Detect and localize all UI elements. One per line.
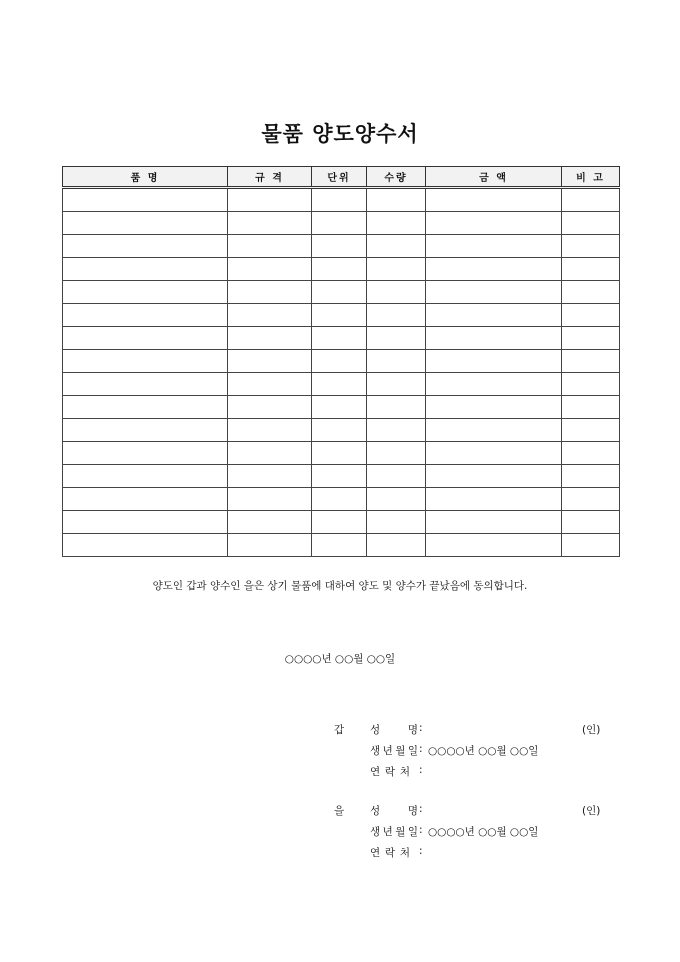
table-cell[interactable] — [228, 419, 312, 442]
table-cell[interactable] — [426, 235, 562, 258]
document-date: ○○○○년 ○○월 ○○일 — [284, 653, 396, 665]
table-cell[interactable] — [63, 188, 228, 212]
document-title: 물품 양도양수서 — [261, 122, 419, 146]
agreement-statement: 양도인 갑과 양수인 을은 상기 물품에 대하여 양도 및 양수가 끝났음에 동의합니다. — [152, 580, 528, 592]
table-cell[interactable] — [562, 488, 620, 511]
header-spec: 규 격 — [228, 167, 312, 188]
table-cell[interactable] — [312, 350, 367, 373]
table-cell[interactable] — [63, 511, 228, 534]
table-cell[interactable] — [312, 212, 367, 235]
table-cell[interactable] — [426, 488, 562, 511]
table-cell[interactable] — [426, 327, 562, 350]
table-cell[interactable] — [312, 488, 367, 511]
table-cell[interactable] — [312, 188, 367, 212]
table-cell[interactable] — [63, 235, 228, 258]
table-cell[interactable] — [312, 304, 367, 327]
table-cell[interactable] — [367, 442, 426, 465]
table-cell[interactable] — [228, 534, 312, 557]
table-row — [63, 281, 620, 304]
header-amount: 금 액 — [426, 167, 562, 188]
table-cell[interactable] — [367, 419, 426, 442]
table-cell[interactable] — [562, 235, 620, 258]
table-cell[interactable] — [367, 258, 426, 281]
table-header-row — [63, 167, 620, 188]
table-cell[interactable] — [63, 419, 228, 442]
table-cell[interactable] — [562, 304, 620, 327]
table-cell[interactable] — [63, 212, 228, 235]
table-row — [63, 419, 620, 442]
table-cell[interactable] — [312, 396, 367, 419]
party-gap-contact-row: 연 락 처 : — [370, 764, 423, 778]
table-cell[interactable] — [426, 465, 562, 488]
table-cell[interactable] — [228, 488, 312, 511]
goods-table — [62, 166, 620, 557]
table-cell[interactable] — [63, 281, 228, 304]
table-cell[interactable] — [312, 511, 367, 534]
table-cell[interactable] — [228, 304, 312, 327]
table-cell[interactable] — [562, 281, 620, 304]
birth-label: 생 년 월 일 — [370, 745, 418, 757]
table-row — [63, 534, 620, 557]
party-eul-name-row: 을 성 명 : (인) — [334, 803, 601, 817]
party-eul-contact-row: 연 락 처 : — [370, 845, 423, 859]
table-cell[interactable] — [63, 396, 228, 419]
table-cell[interactable] — [426, 304, 562, 327]
table-cell[interactable] — [367, 488, 426, 511]
contact-label: 연 락 처 — [370, 766, 410, 778]
table-cell[interactable] — [312, 373, 367, 396]
table-cell[interactable] — [228, 350, 312, 373]
table-cell[interactable] — [63, 534, 228, 557]
party-eul-birth-row: 생 년 월 일 : ○○○○년 ○○월 ○○일 — [370, 824, 539, 838]
table-cell[interactable] — [367, 327, 426, 350]
table-cell[interactable] — [562, 442, 620, 465]
table-cell[interactable] — [367, 465, 426, 488]
table-cell[interactable] — [562, 373, 620, 396]
table-cell[interactable] — [367, 373, 426, 396]
table-cell[interactable] — [63, 488, 228, 511]
table-cell[interactable] — [228, 373, 312, 396]
table-cell[interactable] — [312, 534, 367, 557]
table-cell[interactable] — [63, 350, 228, 373]
table-cell[interactable] — [562, 188, 620, 212]
table-cell[interactable] — [63, 304, 228, 327]
table-row — [63, 396, 620, 419]
table-cell[interactable] — [228, 258, 312, 281]
name-label: 성 명 — [370, 805, 418, 817]
table-cell[interactable] — [312, 235, 367, 258]
table-cell[interactable] — [312, 281, 367, 304]
table-row — [63, 350, 620, 373]
table-row — [63, 258, 620, 281]
header-remarks: 비 고 — [562, 167, 620, 188]
table-cell[interactable] — [562, 350, 620, 373]
party-gap-birth-row: 생 년 월 일 : ○○○○년 ○○월 ○○일 — [370, 743, 539, 757]
table-cell[interactable] — [228, 188, 312, 212]
table-cell[interactable] — [63, 465, 228, 488]
table-cell[interactable] — [562, 396, 620, 419]
table-cell[interactable] — [367, 350, 426, 373]
table-cell[interactable] — [228, 465, 312, 488]
table-cell[interactable] — [63, 373, 228, 396]
table-cell[interactable] — [228, 327, 312, 350]
seal-mark: (인) — [582, 805, 601, 817]
table-cell[interactable] — [312, 442, 367, 465]
table-row — [63, 188, 620, 212]
table-cell[interactable] — [228, 511, 312, 534]
table-cell[interactable] — [562, 212, 620, 235]
table-row — [63, 465, 620, 488]
birth-value: ○○○○년 ○○월 ○○일 — [428, 826, 539, 838]
table-cell[interactable] — [562, 511, 620, 534]
table-cell[interactable] — [63, 442, 228, 465]
table-cell[interactable] — [367, 511, 426, 534]
table-row — [63, 212, 620, 235]
header-quantity: 수량 — [367, 167, 426, 188]
table-cell[interactable] — [426, 258, 562, 281]
table-cell[interactable] — [312, 419, 367, 442]
table-cell[interactable] — [367, 304, 426, 327]
header-item-name: 품 명 — [63, 167, 228, 188]
table-cell[interactable] — [312, 465, 367, 488]
table-cell[interactable] — [367, 396, 426, 419]
header-unit: 단위 — [312, 167, 367, 188]
table-cell[interactable] — [426, 534, 562, 557]
table-cell[interactable] — [562, 327, 620, 350]
party-gap-name-row: 갑 성 명 : (인) — [334, 722, 601, 736]
table-cell[interactable] — [228, 212, 312, 235]
table-cell[interactable] — [426, 511, 562, 534]
table-cell[interactable] — [426, 212, 562, 235]
table-cell[interactable] — [228, 235, 312, 258]
table-cell[interactable] — [367, 188, 426, 212]
table-cell[interactable] — [426, 350, 562, 373]
table-row — [63, 488, 620, 511]
table-cell[interactable] — [228, 281, 312, 304]
table-cell[interactable] — [63, 258, 228, 281]
table-cell[interactable] — [228, 396, 312, 419]
table-cell[interactable] — [367, 281, 426, 304]
table-row — [63, 373, 620, 396]
table-cell[interactable] — [228, 442, 312, 465]
table-cell[interactable] — [562, 534, 620, 557]
table-cell[interactable] — [426, 396, 562, 419]
table-cell[interactable] — [562, 465, 620, 488]
table-cell[interactable] — [426, 281, 562, 304]
party-tag: 을 — [334, 805, 345, 817]
table-cell[interactable] — [312, 327, 367, 350]
birth-value: ○○○○년 ○○월 ○○일 — [428, 745, 539, 757]
table-row — [63, 235, 620, 258]
contact-label: 연 락 처 — [370, 847, 410, 859]
table-row — [63, 327, 620, 350]
table-cell[interactable] — [426, 188, 562, 212]
name-label: 성 명 — [370, 724, 418, 736]
table-cell[interactable] — [63, 327, 228, 350]
table-cell[interactable] — [312, 258, 367, 281]
table-cell[interactable] — [426, 373, 562, 396]
table-cell[interactable] — [562, 419, 620, 442]
table-cell[interactable] — [367, 212, 426, 235]
table-cell[interactable] — [367, 235, 426, 258]
table-cell[interactable] — [426, 442, 562, 465]
table-row — [63, 511, 620, 534]
seal-mark: (인) — [582, 724, 601, 736]
party-tag: 갑 — [334, 724, 345, 736]
birth-label: 생 년 월 일 — [370, 826, 418, 838]
table-cell[interactable] — [367, 534, 426, 557]
table-row — [63, 442, 620, 465]
table-cell[interactable] — [562, 258, 620, 281]
table-cell[interactable] — [426, 419, 562, 442]
table-row — [63, 304, 620, 327]
